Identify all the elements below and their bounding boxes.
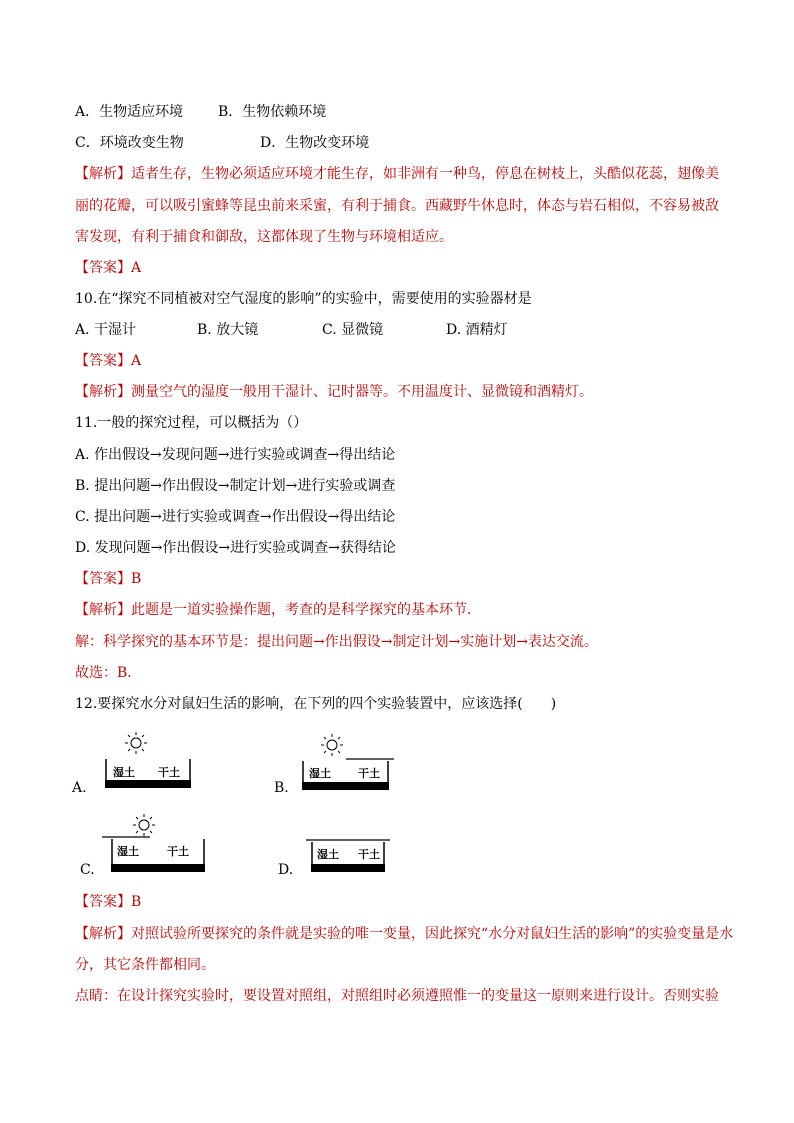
- q9-option-a: A．生物适应环境: [75, 104, 184, 120]
- soil-base: [111, 864, 205, 872]
- q11-option-d: D. 发现问题→作出假设→进行实验或调查→获得结论: [75, 540, 396, 556]
- q9-analysis-line-1: [75, 164, 719, 184]
- q10-stem: 10.在“探究不同植被对空气湿度的影响”的实验中，需要使用的实验器材是: [75, 291, 532, 307]
- figure-b-label: B.: [274, 780, 289, 796]
- analysis-label: 【解析】: [75, 166, 131, 182]
- analysis-text: 适者生存，生物必须适应环境才能生存，如非洲有一种鸟，停息在树枝上，头酷似花蕊，翅像美: [131, 166, 719, 182]
- q9-option-b: B．生物依赖环境: [218, 104, 327, 120]
- q10-option-a: A. 干湿计: [75, 322, 137, 338]
- figure-d-label: D.: [278, 862, 294, 878]
- analysis-label: 【解析】: [75, 384, 131, 400]
- analysis-label: 【解析】: [75, 602, 131, 618]
- q11-solution: 解：科学探究的基本环节是：提出问题→作出假设→制定计划→实施计划→表达交流。: [75, 634, 598, 650]
- analysis-text: 测量空气的湿度一般用干湿计、记时器等。不用温度计、显微镜和酒精灯。: [131, 384, 593, 400]
- q11-stem: 11.一般的探究过程，可以概括为（）: [75, 415, 308, 431]
- q11-option-a: A. 作出假设→发现问题→进行实验或调查→得出结论: [75, 447, 396, 463]
- analysis-text: 对照试验所要探究的条件就是实验的唯一变量，因此探究“水分对鼠妇生活的影响”的实验变量是水: [131, 926, 734, 942]
- answer-value: B: [131, 571, 142, 587]
- dry-soil-label: 干土: [358, 767, 380, 780]
- q11-analysis: [75, 600, 481, 620]
- figure-d: [302, 836, 394, 876]
- figure-c-label: C.: [80, 862, 95, 878]
- answer-label: 【答案】: [75, 353, 131, 369]
- answer-value: A: [131, 260, 142, 276]
- q12-stem: 12.要探究水分对鼠妇生活的影响，在下列的四个实验装置中，应该选择( ): [75, 696, 557, 712]
- q9-answer: [75, 258, 141, 278]
- q10-answer: [75, 351, 141, 371]
- q11-answer: [75, 569, 141, 589]
- sun-icon: [321, 734, 343, 756]
- answer-label: 【答案】: [75, 894, 131, 910]
- answer-value: A: [131, 353, 142, 369]
- figure-b: [296, 730, 400, 792]
- dry-soil-label: 干土: [158, 766, 180, 779]
- wet-soil-label: 湿土: [113, 766, 135, 779]
- q11-option-c: C. 提出问题→进行实验或调查→作出假设→得出结论: [75, 509, 396, 525]
- figure-c: [100, 810, 210, 874]
- dry-soil-label: 干土: [358, 848, 380, 861]
- q10-option-d: D. 酒精灯: [446, 322, 508, 338]
- q12-note: 点睛：在设计探究实验时，要设置对照组，对照组时必须遵照惟一的变量这一原则来进行设计。否则实验: [75, 988, 719, 1004]
- figure-a-label: A.: [72, 780, 87, 796]
- q9-option-d: D．生物改变环境: [260, 135, 370, 151]
- q9-analysis-line-3: 害发现，有利于捕食和御敌，这都体现了生物与环境相适应。: [75, 229, 453, 245]
- q10-analysis: [75, 382, 593, 402]
- answer-label: 【答案】: [75, 260, 131, 276]
- q12-analysis-line-2: 分，其它条件都相同。: [75, 957, 215, 973]
- answer-value: B: [131, 894, 142, 910]
- wet-soil-label: 湿土: [309, 767, 331, 780]
- sun-icon: [133, 814, 155, 836]
- q12-analysis-line-1: [75, 924, 733, 944]
- q11-choice: 故选：B．: [75, 665, 142, 681]
- dry-soil-label: 干土: [167, 845, 189, 858]
- answer-label: 【答案】: [75, 571, 131, 587]
- sun-icon: [125, 732, 147, 754]
- wet-soil-label: 湿土: [117, 845, 139, 858]
- q11-option-b: B. 提出问题→作出假设→制定计划→进行实验或调查: [75, 478, 396, 494]
- q10-option-c: C. 显微镜: [322, 322, 384, 338]
- figure-a: [100, 728, 196, 790]
- q9-analysis-line-2: 丽的花瓣，可以吸引蜜蜂等昆虫前来采蜜，有利于捕食。西藏野牛休息时，体态与岩石相似，不容易被敌: [75, 198, 719, 214]
- analysis-label: 【解析】: [75, 926, 131, 942]
- q9-option-c: C．环境改变生物: [75, 135, 184, 151]
- q10-option-b: B. 放大镜: [197, 322, 259, 338]
- soil-base: [105, 780, 191, 788]
- wet-soil-label: 湿土: [317, 848, 339, 861]
- analysis-text: 此题是一道实验操作题，考查的是科学探究的基本环节．: [131, 602, 481, 618]
- soil-base: [302, 782, 389, 790]
- soil-base: [311, 864, 385, 872]
- q12-answer: [75, 892, 141, 912]
